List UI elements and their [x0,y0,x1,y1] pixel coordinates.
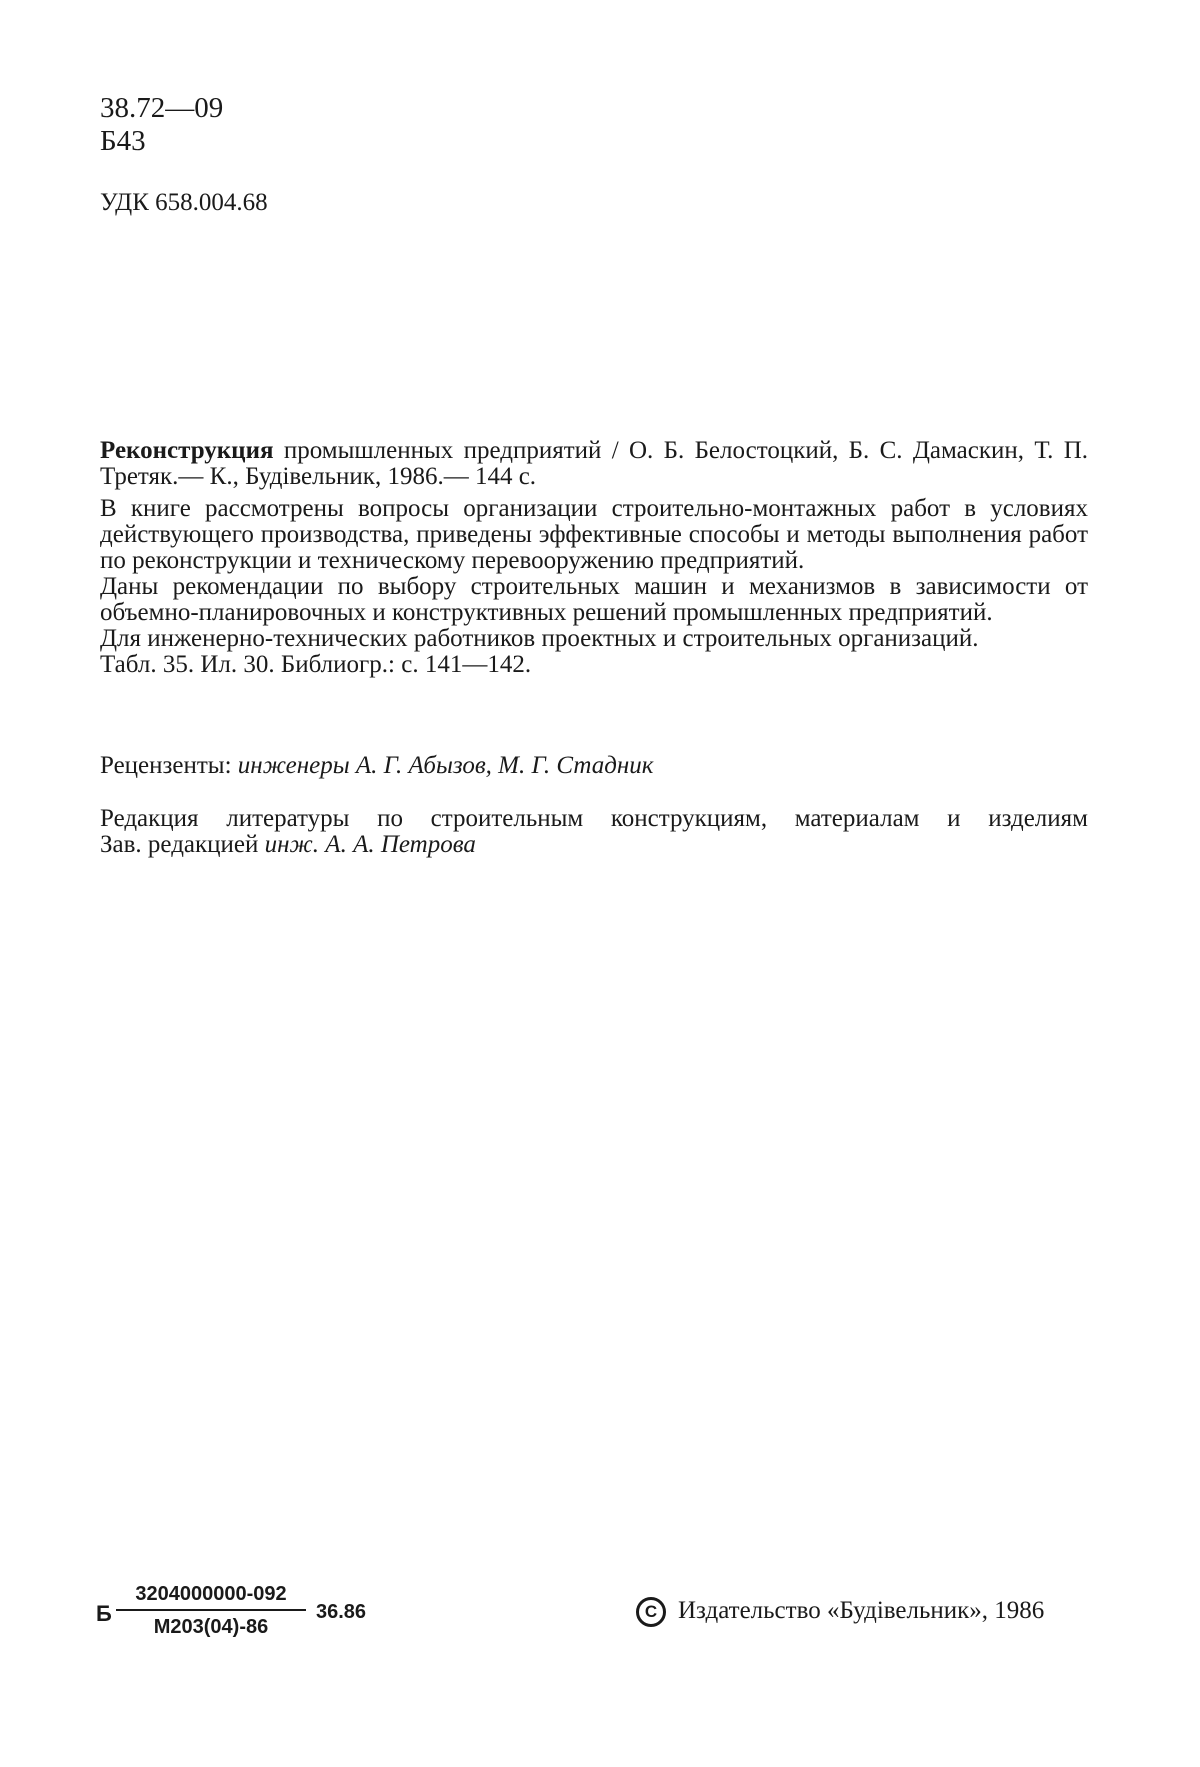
editorial-chief-label: Зав. редакцией [100,831,259,858]
annotation-paragraph-1: В книге рассмотрены вопросы организации строительно-монтажных работ в условиях действующего производства, приведены эффективные способы и методы выполнения работ по реконструкции и техническому перевооружению предприятий. [100,495,1088,574]
index-suffix: 36.86 [316,1601,367,1623]
editorial-department: Редакция литературы по строительным конструкциям, материалам и изделиям [100,805,1088,832]
editorial-chief-name: инж. А. А. Петрова [264,831,476,858]
classification-codes [100,92,223,158]
annotation-paragraph-4: Табл. 35. Ил. 30. Библиогр.: с. 141—142. [100,651,532,678]
bbk-code: 38.72—09 [100,92,224,124]
index-denominator: М203(04)-86 [153,1616,269,1638]
copyright-text: Издательство «Будiвельник», 1986 [678,1597,1045,1624]
citation [100,438,1088,490]
reviewers [100,752,653,780]
reviewers-names: инженеры А. Г. Абызов, М. Г. Стадник [237,752,654,779]
editorial-info [100,806,1088,858]
index-numerator: 3204000000-092 [116,1583,306,1611]
annotation-paragraph-3: Для инженерно-технических работников проектных и строительных организаций. [100,625,979,652]
annotation-paragraph-2: Даны рекомендации по выбору строительных машин и механизмов в зависимости от объемно-планировочных и конструктивных решений промышленных предприятий. [100,573,1088,626]
copyright-notice [636,1597,1044,1627]
reviewers-label: Рецензенты: [100,752,232,779]
copyright-icon: C [636,1597,666,1627]
index-fraction [116,1583,306,1639]
editorial-chief [100,832,1088,858]
citation-details: промышленных предприятий / О. Б. Белостоцкий, Б. С. Дамаскин, Т. П. Третяк.— К., Будiвельник, 1986.— 144 с. [100,437,1088,490]
book-title: Реконструкция [100,437,274,464]
author-mark: Б43 [100,125,146,157]
udk-code: УДК 658.004.68 [100,189,268,216]
index-letter: Б [96,1601,112,1626]
bibliographic-annotation [100,438,1088,678]
